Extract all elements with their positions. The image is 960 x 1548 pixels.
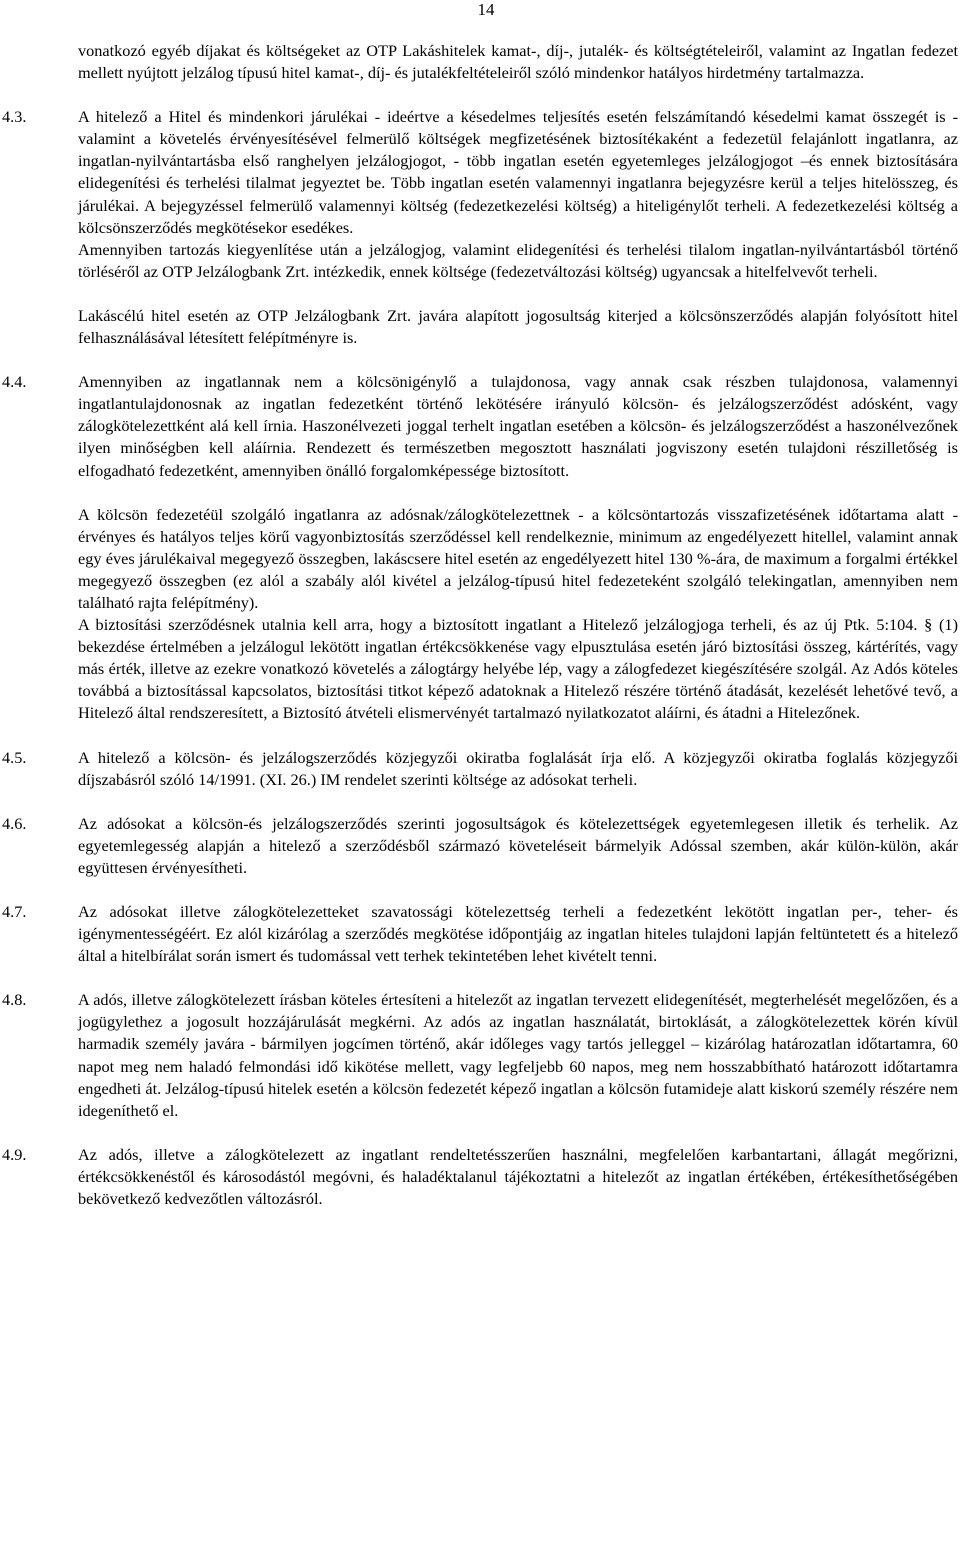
section-text: Az adósokat illetve zálogkötelezetteket szavatossági kötelezettség terheli a fedezetként lekötött ingatlan per-, teher- és igénymentességéért. Ez alól kizárólag a szerződés megkötése időpontjáig az ingatlan hiteles tulajdoni lapján feltüntetett és a hitelező által a hitelbírálat során ismert és tudomással vett terhek tekintetében lehet kivételt tenni. — [78, 902, 958, 966]
document-body — [0, 40, 960, 1210]
section-paragraph: A biztosítási szerződésnek utalnia kell arra, hogy a biztosított ingatlant a Hitelező jelzálogjoga terheli, és az új Ptk. 5:104. § (1) bekezdése értelmében a jelzálogul lekötött ingatlan értékcsökkenése vagy elpusztulása esetén járó biztosítási összeg, kártérítés, vagy más érték, illetve az ezekre vonatkozó követelés a zálogtárgy helyébe lép, vagy a zálogfedezet kiegészítésére szolgál. Az Adós köteles továbbá a biztosítással kapcsolatos, biztosítási titkot képező adatoknak a Hitelező részére történő átadását, kezelését lehetővé tevő, a Hitelező által rendszeresített, a Biztosító átvételi elismervényét tartalmazó nyilatkozatot aláírni, és átadni a Hitelezőnek. — [78, 615, 958, 723]
section-text: Az adósokat a kölcsön-és jelzálogszerződés szerinti jogosultságok és kötelezettségek egyetemlegesen illetik és terhelik. Az egyetemlegesség alapján a hitelező a szerződésből származó követeléseit bármelyik Adóssal szemben, akár külön-külön, akár együttesen érvényesítheti. — [78, 813, 958, 877]
section-4-8 — [0, 989, 960, 1122]
section-number: 4.5. — [2, 747, 27, 767]
section-4-4 — [0, 371, 960, 724]
section-paragraph: Lakáscélú hitel esetén az OTP Jelzálogbank Zrt. javára alapított jogosultság kiterjed a kölcsönszerződés alapján folyósított hitel felhasználásával létesített felépítményre is. — [78, 305, 958, 348]
section-4-7 — [0, 901, 960, 967]
section-paragraph: A kölcsön fedezetéül szolgáló ingatlanra az adósnak/zálogkötelezettnek - a kölcsöntartozás visszafizetésének időtartama alatt - érvényes és hatályos teljes körű vagyonbiztosítás szerződéssel kell rendelkeznie, minimum az engedélyezett hitellel, valamint annak egy éves járulékaival megegyező összegben, lakáscsere hitel esetén az engedélyezett hitel 130 %-ára, de maximum a forgalmi értékkel megegyező összegben (ez alól a szabály alól kivétel a jelzálog-típusú hitel fedezeteként szolgáló telekingatlan, amennyiben nem található rajta felépítmény). — [78, 504, 958, 612]
section-number: 4.3. — [2, 107, 27, 127]
section-4-9 — [0, 1144, 960, 1210]
page-number: 14 — [477, 0, 495, 19]
section-paragraph — [0, 106, 960, 239]
section-paragraph: Amennyiben tartozás kiegyenlítése után a jelzálogjog, valamint elidegenítési és terhelési tilalom ingatlan-nyilvántartásból történő törléséről az OTP Jelzálogbank Zrt. intézkedik, ennek költsége (fedezetváltozási költség) ugyancsak a hitelfelvevőt terheli. — [78, 239, 958, 281]
intro-paragraph: vonatkozó egyéb díjakat és költségeket az OTP Lakáshitelek kamat-, díj-, jutalék- és költségtételeiről, valamint az Ingatlan fedezet mellett nyújtott jelzálog típusú hitel kamat-, díj- és jutalékfeltételeiről szóló mindenkor hatályos hirdetmény tartalmazza. — [78, 41, 958, 83]
section-text: A adós, illetve zálogkötelezett írásban köteles értesíteni a hitelezőt az ingatlan tervezett elidegenítését, megterhelését megelőzően, és a jogügylethez a jogosult hozzájárulását megkérni. Az adós az ingatlan használatát, birtoklását, a zálogkötelezettek körén kívül harmadik személy javára - bármilyen jogcímen történő, akár időleges vagy tartós jelleggel – kizárólag határozatlan időtartamra, 60 napot meg nem haladó felmondási idő kikötése mellett, vagy legfeljebb 60 napos, meg nem hosszabbítható határozott időtartamra engedheti át. Jelzálog-típusú hitelek esetén a kölcsön fedezetét képező ingatlan a kölcsön futamideje alatt kiskorú személy részére nem idegeníthető el. — [78, 990, 958, 1120]
section-number: 4.4. — [2, 372, 27, 392]
section-number: 4.8. — [2, 990, 27, 1010]
section-paragraph — [0, 1144, 960, 1210]
section-number: 4.9. — [2, 1144, 27, 1164]
section-paragraph — [0, 747, 960, 791]
section-paragraph — [0, 371, 960, 481]
section-number: 4.7. — [2, 902, 27, 921]
section-text: A hitelező a Hitel és mindenkori járulékai - ideértve a késedelmes teljesítés esetén felszámítandó késedelmi kamat összegét is - valamint a követelés érvényesítésével felmerülő költségek megfizetésének biztosítékaként a fedezetül felajánlott ingatlanra, az ingatlan-nyilvántartásba első ranghelyen jelzálogjogot, - több ingatlan esetén egyetemleges jelzálogjogot –és ennek biztosítására elidegenítési és terhelési tilalmat jegyeztet be. Több ingatlan esetén valamennyi ingatlanra bejegyzésre kerül a teljes hitelösszeg, és járulékai. A bejegyzéssel felmerülő valamennyi költség (fedezetkezelési költség) a hiteligénylőt terheli. A fedezetkezelési költség a kölcsönszerződés megkötésekor esedékes. — [78, 107, 958, 237]
section-text: A hitelező a kölcsön- és jelzálogszerződés közjegyzői okiratba foglalását írja elő. A közjegyzői okiratba foglalás közjegyzői díjszabásról szóló 14/1991. (XI. 26.) IM rendelet szerinti költsége az adósokat terheli. — [78, 747, 958, 789]
section-4-5 — [0, 747, 960, 791]
section-text: Amennyiben az ingatlannak nem a kölcsönigénylő a tulajdonosa, vagy annak csak részben tulajdonosa, valamennyi ingatlantulajdonosnak az ingatlan fedezetként történő lekötésére irányuló kölcsön- és jelzálogszerződést adósként, vagy zálogkötelezettként alá kell írnia. Haszonélvezeti joggal terhelt ingatlan esetében a kölcsön- és jelzálogszerződést a haszonélvezőnek ilyen minőségben kell aláírnia. Rendezett és természetben megosztott használati jogviszony esetén tulajdoni részilletőség is elfogadható fedezetként, amennyiben önálló forgalomképessége biztosított. — [78, 372, 958, 480]
section-4-6 — [0, 813, 960, 879]
section-paragraph — [0, 901, 960, 967]
section-text: Az adós, illetve a zálogkötelezett az ingatlant rendeltetésszerűen használni, megfelelően karbantartani, állagát megőrizni, értékcsökkenéstől és károsodástól megóvni, és haladéktalanul tájékoztatni a hitelezőt az ingatlan értékében, értékesíthetőségében bekövetkező kedvezőtlen változásról. — [78, 1144, 958, 1209]
section-paragraph — [0, 989, 960, 1122]
section-paragraph — [0, 813, 960, 879]
section-4-3 — [0, 106, 960, 349]
section-number: 4.6. — [2, 813, 27, 833]
